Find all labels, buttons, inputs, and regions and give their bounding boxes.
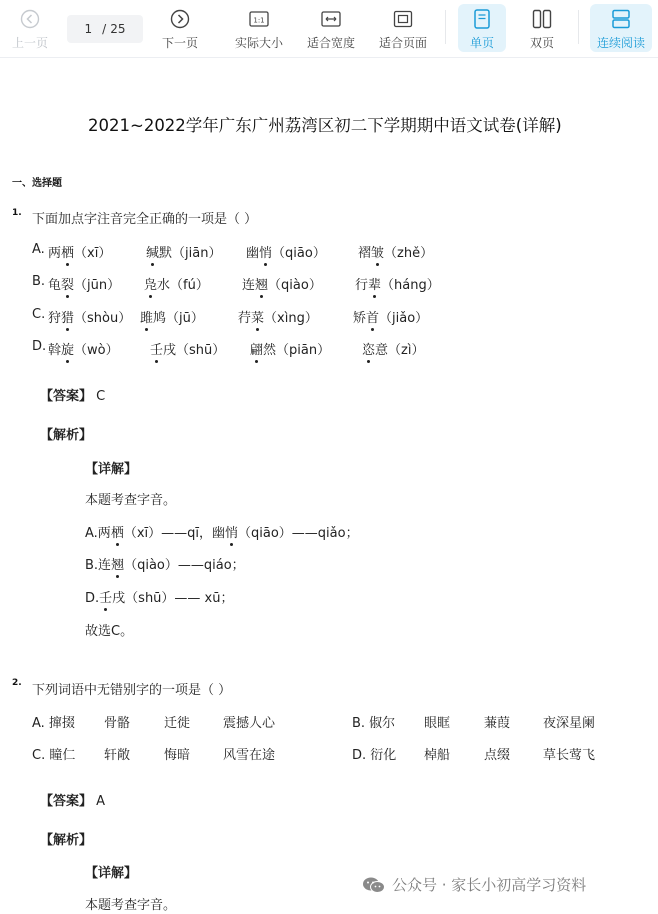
analysis-text: B.连翘（qiào）——qiáo； — [85, 554, 245, 573]
option-d-label: D. — [32, 339, 47, 354]
fit-width-button[interactable] — [302, 4, 360, 52]
analysis-text: 本题考查字音。 — [85, 493, 177, 508]
answer-line — [40, 790, 105, 809]
option-c-word-2: 轩敞 — [104, 748, 131, 763]
analysis-text: A.两栖（xī）——qī，幽悄（qiāo）——qiǎo； — [85, 522, 359, 541]
option-b-word-1: 龟裂（jūn） — [48, 274, 120, 293]
option-c-word-1: 狩猎（shòu） — [48, 307, 131, 326]
option-d-word-4: 草长莺飞 — [543, 748, 596, 763]
actual-size-label: 实际大小 — [234, 36, 283, 50]
page-total: 25 — [110, 22, 126, 36]
question-number: 2. — [12, 678, 22, 688]
option-b-word-3: 连翘（qiào） — [242, 274, 322, 293]
fit-width-label: 适合宽度 — [306, 36, 355, 50]
option-b-word-4: 行辈（háng） — [355, 274, 440, 293]
actual-size-button[interactable] — [230, 4, 288, 52]
page-current[interactable]: 1 — [84, 22, 93, 36]
actual-size-icon — [248, 8, 270, 30]
option-d-word-3: 翩然（piān） — [250, 339, 330, 358]
single-page-icon — [471, 8, 493, 30]
wechat-icon — [362, 876, 386, 894]
next-page-label: 下一页 — [161, 36, 198, 50]
answer-label: 【答案】 — [40, 794, 93, 809]
section-heading: 一、选择题 — [12, 178, 62, 189]
question-number: 1. — [12, 208, 22, 218]
analysis-text: 本题考查字音。 — [85, 898, 177, 913]
option-a-word-2: 缄默（jiān） — [146, 242, 221, 261]
option-a-word-1: 两栖（xī） — [48, 242, 111, 261]
detail-label: 【详解】 — [85, 462, 138, 477]
document-page — [0, 58, 658, 914]
question-stem: 下面加点字注音完全正确的一项是（ ） — [32, 212, 258, 227]
analysis-label: 【解析】 — [40, 833, 93, 848]
fit-width-icon — [320, 8, 342, 30]
prev-page-button[interactable] — [8, 4, 52, 52]
option-a-label: A. — [32, 242, 45, 257]
option-d-word-1: 斡旋（wò） — [48, 339, 119, 358]
continuous-read-icon — [610, 8, 632, 30]
question-stem: 下列词语中无错别字的一项是（ ） — [32, 683, 232, 698]
answer-line — [40, 385, 105, 404]
double-page-icon — [531, 8, 553, 30]
answer-value: A — [96, 794, 106, 809]
option-c-word-2: 雎鸠（jū） — [140, 307, 204, 326]
option-b-word-2: 凫水（fú） — [144, 274, 209, 293]
option-a-word-3: 迁徙 — [164, 716, 191, 731]
option-a-word-1: A. 撺掇 — [32, 716, 75, 731]
fit-page-button[interactable] — [374, 4, 432, 52]
fit-page-label: 适合页面 — [378, 36, 427, 50]
option-d-word-2: 壬戌（shū） — [150, 339, 225, 358]
fit-page-icon — [392, 8, 414, 30]
option-c-label: C. — [32, 307, 46, 322]
option-d-word-4: 恣意（zì） — [362, 339, 424, 358]
reader-toolbar — [0, 0, 658, 58]
arrow-right-circle-icon — [169, 8, 191, 30]
toolbar-divider — [445, 10, 446, 44]
analysis-text: D.壬戌（shū）—— xū； — [85, 587, 234, 606]
next-page-button[interactable] — [158, 4, 202, 52]
detail-label: 【详解】 — [85, 866, 138, 881]
option-b-word-1: B. 俶尔 — [352, 716, 396, 731]
analysis-text: 故选C。 — [85, 624, 134, 639]
page-indicator[interactable] — [67, 15, 143, 43]
option-b-word-4: 夜深星阑 — [543, 716, 596, 731]
double-page-button[interactable] — [518, 4, 566, 52]
option-b-word-2: 眼眶 — [424, 716, 451, 731]
watermark — [362, 874, 586, 895]
option-a-word-4: 震撼人心 — [223, 716, 276, 731]
watermark-text: 公众号 · 家长小初高学习资料 — [392, 876, 587, 894]
page-title: 2021~2022学年广东广州荔湾区初二下学期期中语文试卷(详解) — [88, 116, 562, 135]
option-b-label: B. — [32, 274, 46, 289]
answer-value: C — [96, 389, 106, 404]
double-page-label: 双页 — [529, 36, 554, 50]
option-a-word-3: 幽悄（qiāo） — [246, 242, 326, 261]
page-separator: / — [102, 22, 107, 36]
option-a-word-4: 褶皱（zhě） — [358, 242, 433, 261]
prev-page-label: 上一页 — [11, 36, 48, 50]
option-c-word-4: 风雪在途 — [223, 748, 276, 763]
option-b-word-3: 蒹葭 — [484, 716, 511, 731]
answer-label: 【答案】 — [40, 389, 93, 404]
option-d-word-3: 点缀 — [484, 748, 511, 763]
option-d-word-1: D. 衍化 — [352, 748, 397, 763]
continuous-read-button[interactable] — [590, 4, 652, 52]
arrow-left-circle-icon — [19, 8, 41, 30]
option-c-word-1: C. 瞳仁 — [32, 748, 76, 763]
analysis-label: 【解析】 — [40, 428, 93, 443]
continuous-read-label: 连续阅读 — [596, 36, 645, 50]
option-a-word-2: 骨骼 — [104, 716, 131, 731]
svg-text:1:1: 1:1 — [253, 16, 265, 25]
option-d-word-2: 棹船 — [424, 748, 451, 763]
option-c-word-4: 矫首（jiǎo） — [353, 307, 428, 326]
option-c-word-3: 荇菜（xìng） — [238, 307, 318, 326]
toolbar-divider — [578, 10, 579, 44]
single-page-label: 单页 — [469, 36, 494, 50]
option-c-word-3: 悔暗 — [164, 748, 191, 763]
single-page-button[interactable] — [458, 4, 506, 52]
